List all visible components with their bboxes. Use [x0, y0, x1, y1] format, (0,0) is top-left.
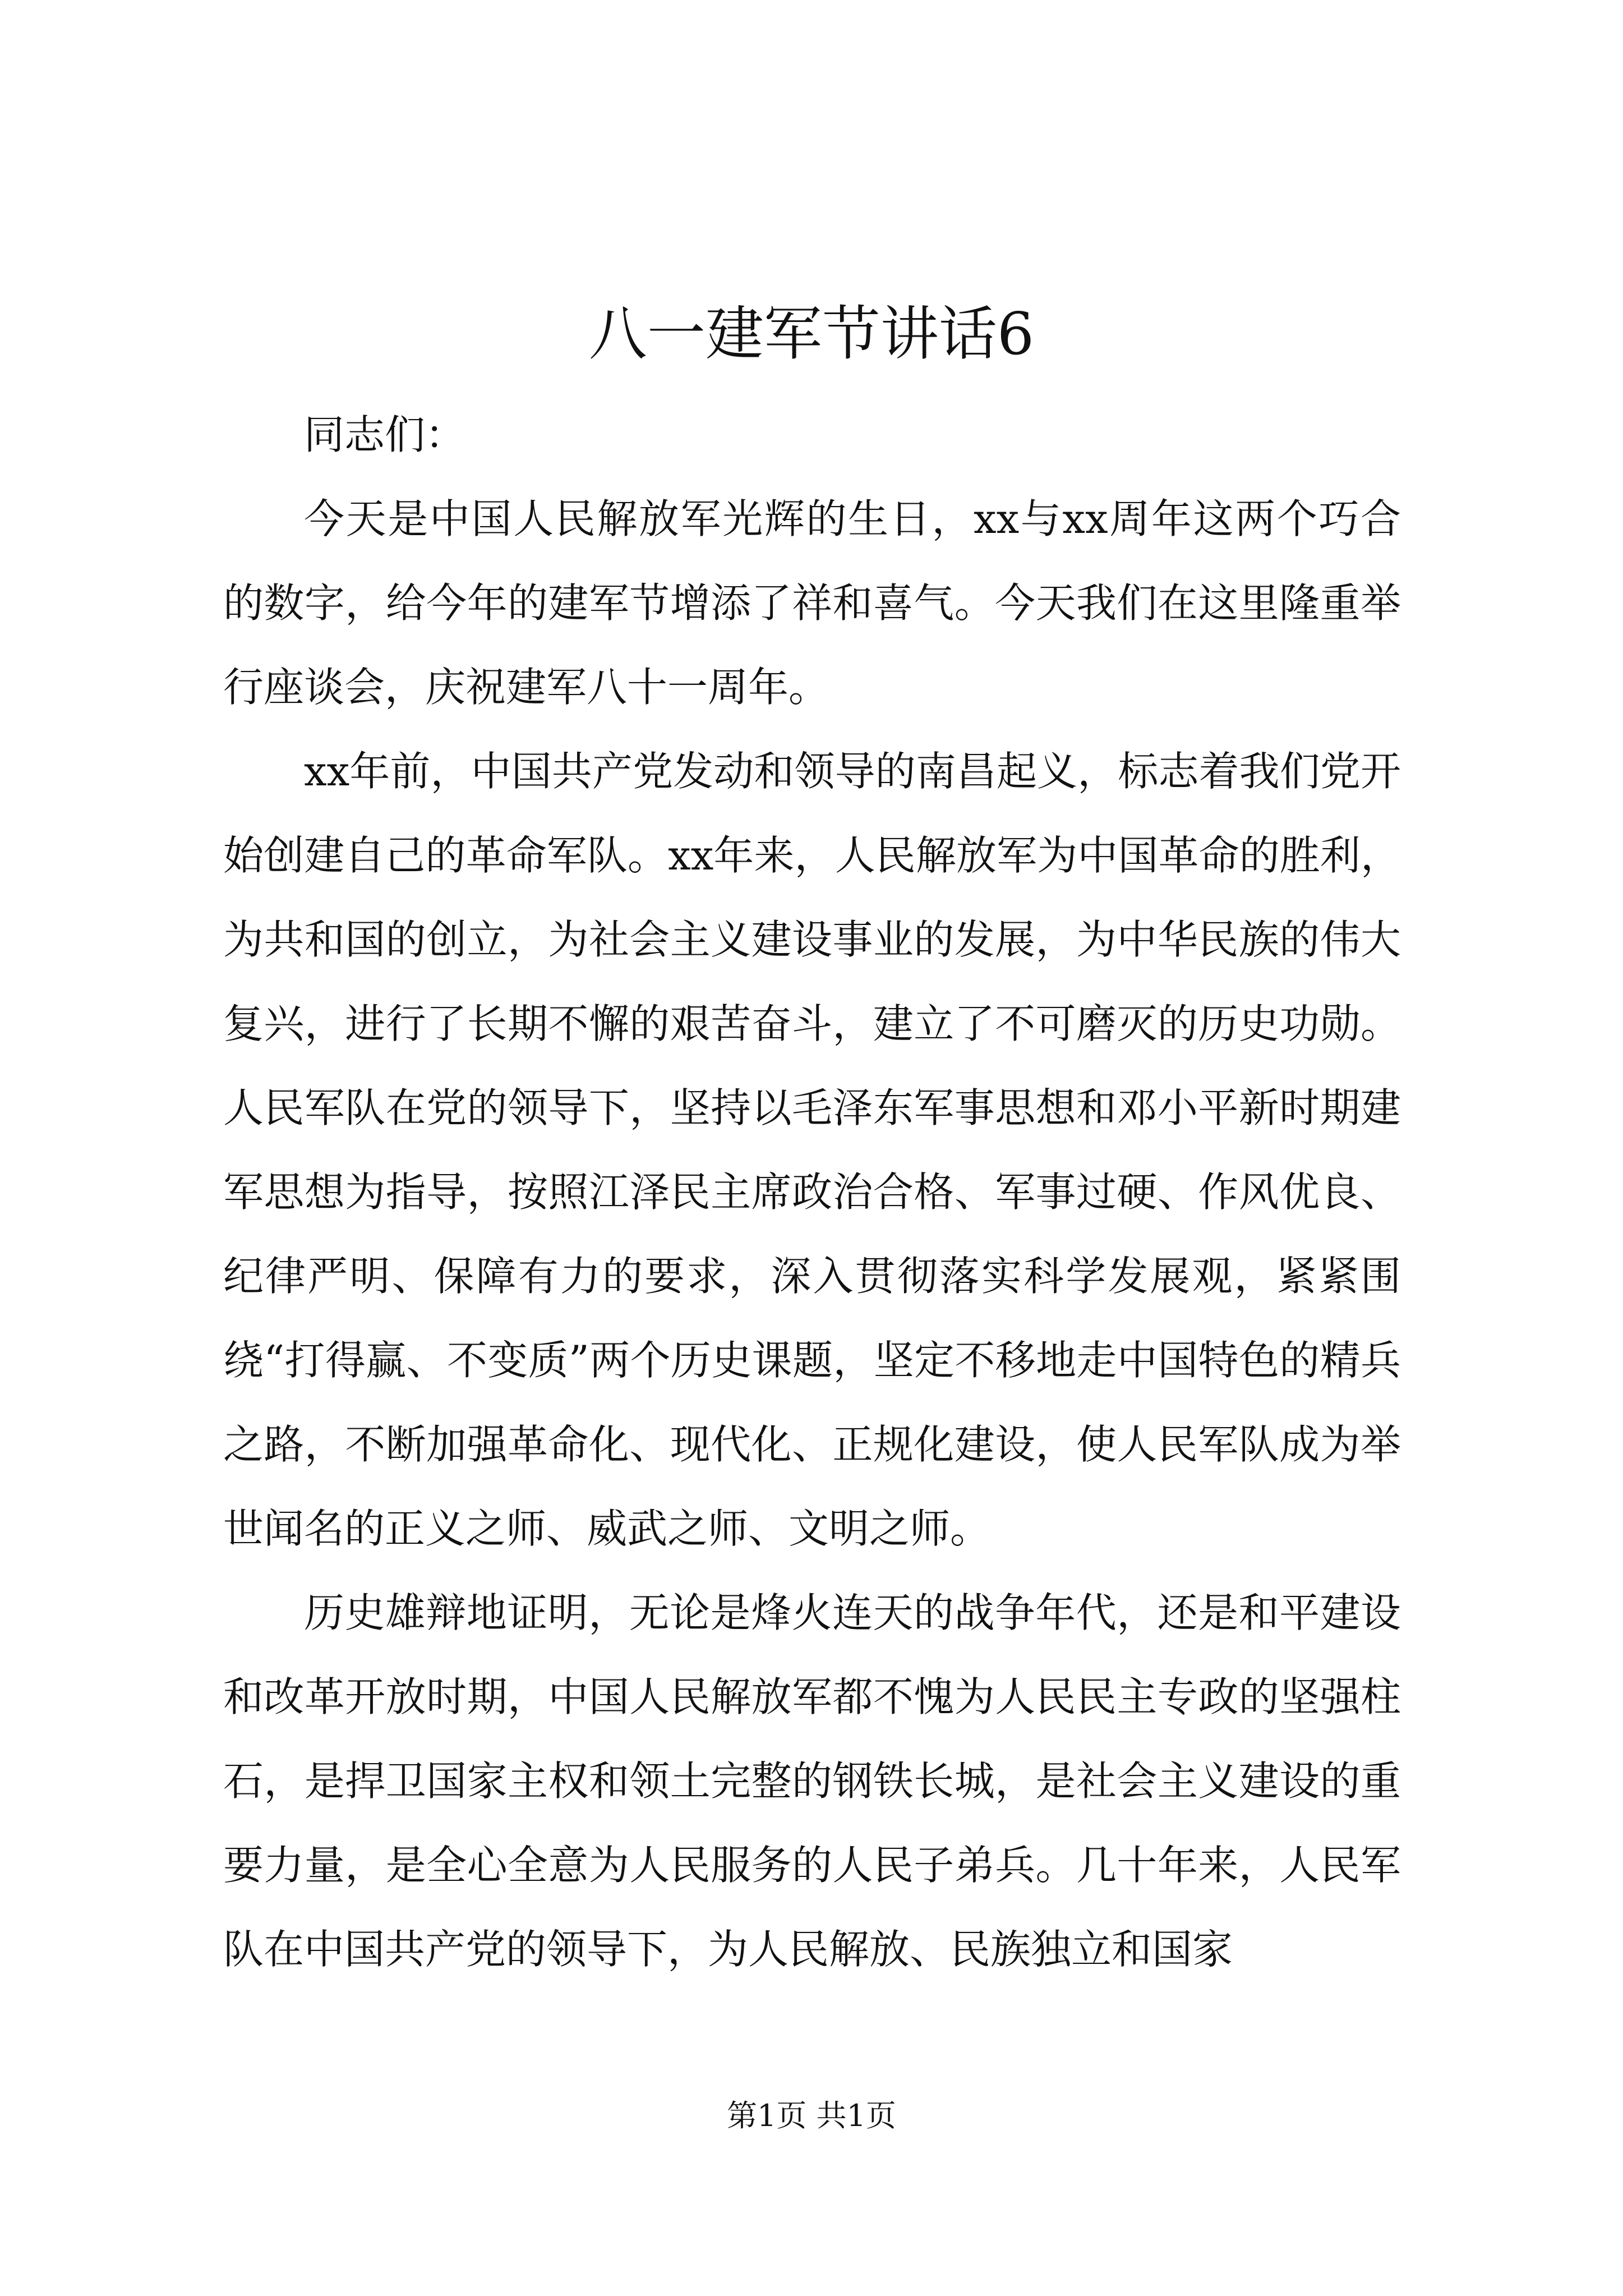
document-title: 八一建军节讲话6 — [588, 300, 1035, 368]
paragraph-3: 历史雄辩地证明，无论是烽火连天的战争年代，还是和平建设和改革开放时期，中国人民解放军都不愧为人民民主专政的坚强柱石，是捍卫国家主权和领土完整的钢铁长城，是社会主义建设的重要力量，是全心全意为人民服务的人民子弟兵。几十年来，人民军队在中国共产党的领导下，为人民解放、民族独立和国家 — [223, 1589, 1401, 1973]
page-footer: 第1页 共1页 — [727, 2098, 896, 2133]
paragraph-1: 今天是中国人民解放军光辉的生日，xx与xx周年这两个巧合的数字，给今年的建军节增添了祥和喜气。今天我们在这里隆重举行座谈会，庆祝建军八十一周年。 — [223, 495, 1401, 711]
paragraph-2: xx年前，中国共产党发动和领导的南昌起义，标志着我们党开始创建自己的革命军队。xx年来，人民解放军为中国革命的胜利，为共和国的创立，为社会主义建设事业的发展，为中华民族的伟大复兴，进行了长期不懈的艰苦奋斗，建立了不可磨灭的历史功勋。人民军队在党的领导下，坚持以毛泽东军事思想和邓小平新时期建军思想为指导，按照江泽民主席政治合格、军事过硬、作风优良、纪律严明、保障有力的要求，深入贯彻落实科学发展观，紧紧围绕“打得赢、不变质”两个历史课题，坚定不移地走中国特色的精兵之路，不断加强革命化、现代化、正规化建设，使人民军队成为举世闻名的正义之师、威武之师、文明之师。 — [223, 748, 1401, 1552]
salutation: 同志们： — [304, 411, 466, 458]
document-body — [223, 393, 1401, 1991]
